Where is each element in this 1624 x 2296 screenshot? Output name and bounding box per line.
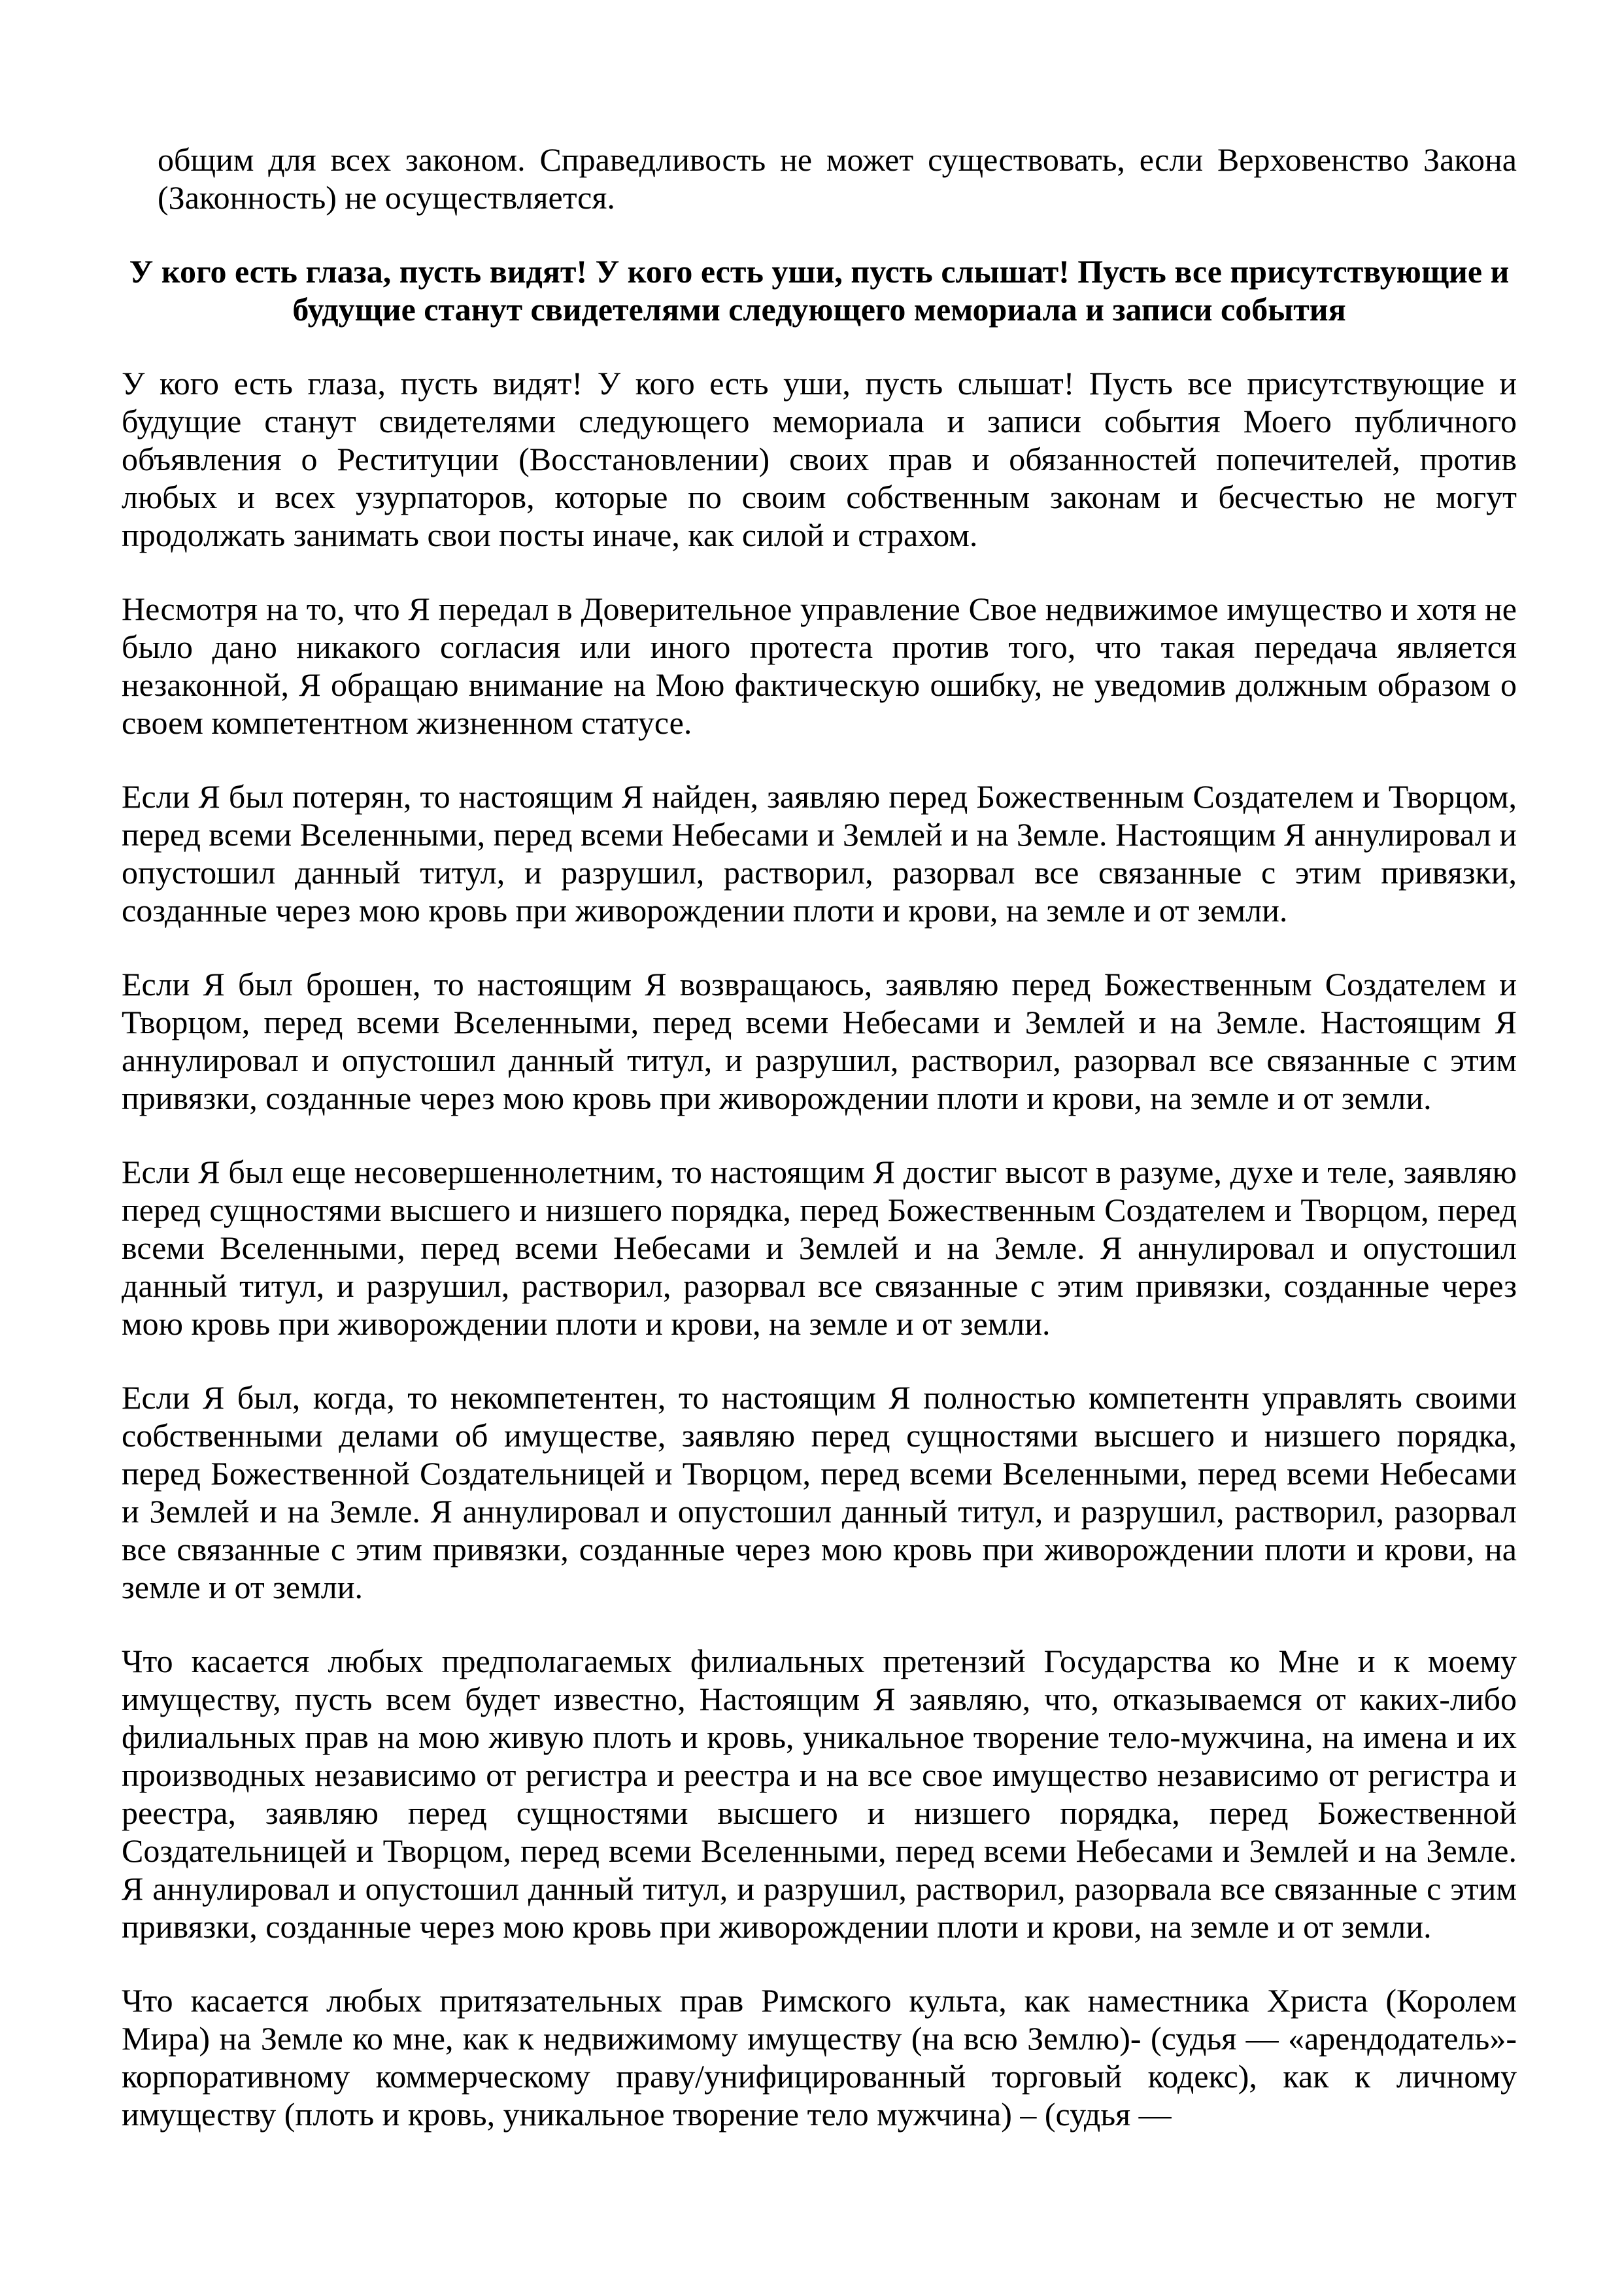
paragraph-state-claims: Что касается любых предполагаемых филиальных претензий Государства ко Мне и к моему имуществу, пусть всем будет известно, Настоящим Я заявляю, что, отказываемся от каких-либо филиальных прав на мою живую плоть и кровь, уникальное творение тело-мужчина, на имена и их производных независимо от регистра и реестра и на все свое имущество независимо от регистра и реестра, заявляю перед сущностями высшего и низшего порядка, перед Божественной Создательницей и Творцом, перед всеми Вселенными, перед всеми Небесами и Землей и на Земле. Я аннулировал и опустошил данный титул, и разрушил, растворил, разорвала все связанные с этим привязки, созданные через мою кровь при живорождении плоти и крови, на земле и от земли. xyxy=(122,1643,1517,1945)
paragraph-if-incompetent: Если Я был, когда, то некомпетентен, то настоящим Я полностью компетентн управлять своими собственными делами об имуществе, заявляю перед сущностями высшего и низшего порядка, перед Божественной Создательницей и Творцом, перед всеми Вселенными, перед всеми Небесами и Землей и на Земле. Я аннулировал и опустошил данный титул, и разрушил, растворил, разорвал все связанные с этим привязки, созданные через мою кровь при живорождении плоти и крови, на земле и от земли. xyxy=(122,1379,1517,1605)
paragraph-continuation-from-previous-page: общим для всех законом. Справедливость не может существовать, если Верховенство Закона (Законность) не осуществляется. xyxy=(158,141,1517,216)
paragraph-if-minor: Если Я был еще несовершеннолетним, то настоящим Я достиг высот в разуме, духе и теле, заявляю перед сущностями высшего и низшего порядка, перед Божественным Создателем и Творцом, перед всеми Вселенными, перед всеми Небесами и Землей и на Земле. Я аннулировал и опустошил данный титул, и разрушил, растворил, разорвал все связанные с этим привязки, созданные через мою кровь при живорождении плоти и крови, на земле и от земли. xyxy=(122,1154,1517,1342)
paragraph-memorial-declaration: У кого есть глаза, пусть видят! У кого есть уши, пусть слышат! Пусть все присутствующие и будущие станут свидетелями следующего мемориала и записи события Моего публичного объявления о Реституции (Восстановлении) своих прав и обязанностей попечителей, против любых и всех узурпаторов, которые по своим собственным законам и бесчестью не могут продолжать занимать свои посты иначе, как силой и страхом. xyxy=(122,365,1517,553)
paragraph-if-lost: Если Я был потерян, то настоящим Я найден, заявляю перед Божественным Создателем и Творцом, перед всеми Вселенными, перед всеми Небесами и Землей и на Земле. Настоящим Я аннулировал и опустошил данный титул, и разрушил, растворил, разорвал все связанные с этим привязки, созданные через мою кровь при живорождении плоти и крови, на земле и от земли. xyxy=(122,778,1517,929)
paragraph-if-abandoned: Если Я был брошен, то настоящим Я возвращаюсь, заявляю перед Божественным Создателем и Творцом, перед всеми Вселенными, перед всеми Небесами и Землей и на Земле. Настоящим Я аннулировал и опустошил данный титул, и разрушил, растворил, разорвал все связанные с этим привязки, созданные через мою кровь при живорождении плоти и крови, на земле и от земли. xyxy=(122,966,1517,1116)
paragraph-roman-cult-claims-incomplete: Что касается любых притязательных прав Римского культа, как наместника Христа (Королем Мира) на Земле ко мне, как к недвижимому имуществу (на всю Землю)- (судья — «арендодатель»- корпоративному коммерческому праву/унифицированный торговый кодекс), как к личному имуществу (плоть и кровь, уникальное творение тело мужчина) – (судья — xyxy=(122,1982,1517,2133)
section-heading: У кого есть глаза, пусть видят! У кого есть уши, пусть слышат! Пусть все присутствующие и будущие станут свидетелями следующего мемориала и записи события xyxy=(129,253,1510,328)
paragraph-trust-transfer: Несмотря на то, что Я передал в Доверительное управление Свое недвижимое имущество и хотя не было дано никакого согласия или иного протеста против того, что такая передача является незаконной, Я обращаю внимание на Мою фактическую ошибку, не уведомив должным образом о своем компетентном жизненном статусе. xyxy=(122,591,1517,741)
